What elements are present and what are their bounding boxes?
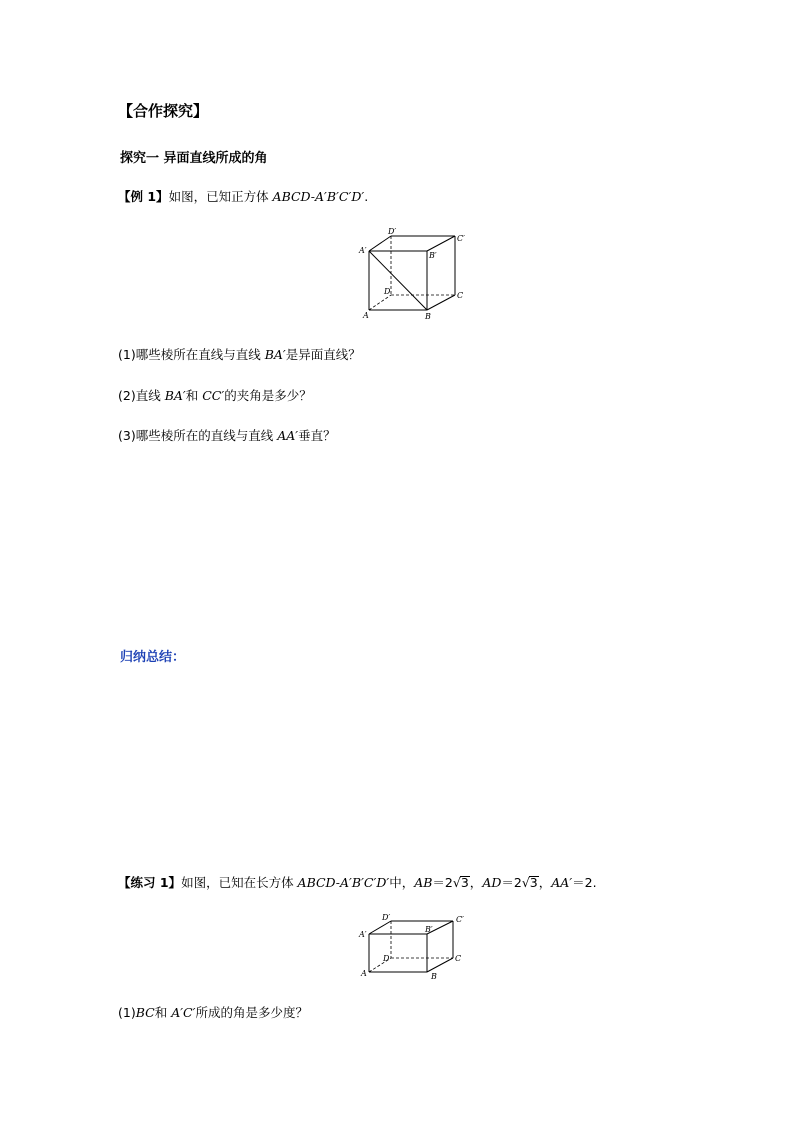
q1-prefix: (1)哪些棱所在直线与直线 xyxy=(118,347,265,362)
edge-ap-dp xyxy=(369,236,391,251)
ex1-ab: AB xyxy=(414,875,433,890)
label-cp: C′ xyxy=(457,234,465,243)
example1-text-end: . xyxy=(364,189,369,204)
exercise1-tag: 【练习 1】 xyxy=(118,875,182,890)
q3-suffix: 垂直？ xyxy=(298,428,336,443)
exercise1-q1 xyxy=(118,1003,308,1021)
box-edge-b-c xyxy=(427,958,453,972)
label-dp: D′ xyxy=(388,227,397,236)
example1-solid-name: ABCD-A′B′C′D′ xyxy=(272,189,365,204)
ex1-q1-mid: 和 xyxy=(154,1005,172,1020)
example1-q1 xyxy=(118,345,361,363)
sqrt-sign-2: √ xyxy=(521,875,530,890)
example1-q3 xyxy=(118,426,336,444)
box-label-ap: A′ xyxy=(359,930,367,939)
example1-q2 xyxy=(118,386,312,404)
q2-prefix: (2)直线 xyxy=(118,388,165,403)
ex1-eq2: ＝2 xyxy=(501,875,522,890)
sqrt-sign-1: √ xyxy=(452,875,461,890)
ex1-eq3: ＝2. xyxy=(572,875,597,890)
q3-var: AA′ xyxy=(277,428,299,443)
hidden-edge-a-d xyxy=(369,295,391,310)
ex1-ad: AD xyxy=(482,875,502,890)
q1-suffix: 是异面直线？ xyxy=(285,347,361,362)
ex1-comma2: ， xyxy=(538,875,552,890)
ex1-q1-var1: BC xyxy=(135,1005,155,1020)
q2-suffix: 的夹角是多少？ xyxy=(224,388,312,403)
box-edge-ap-dp xyxy=(369,921,391,934)
ex1-comma1: ， xyxy=(469,875,483,890)
ex1-aap: AA′ xyxy=(551,875,573,890)
ex1-q1-suffix: 所成的角是多少度？ xyxy=(195,1005,308,1020)
example1-text: 如图，已知正方体 xyxy=(168,189,273,204)
ex1-solid-name: ABCD-A′B′C′D′ xyxy=(297,875,390,890)
box-label-dp: D′ xyxy=(382,913,391,922)
box-label-b: B xyxy=(431,972,437,981)
label-b: B xyxy=(425,312,431,321)
ex1-mid: 中， xyxy=(389,875,415,890)
summary-label: 归纳总结： xyxy=(120,650,186,665)
edge-bp-cp xyxy=(427,236,455,251)
label-c: C xyxy=(457,291,464,300)
box-label-a: A xyxy=(361,969,367,978)
diagonal-ap-b xyxy=(369,251,427,310)
box-label-c: C xyxy=(455,954,462,963)
exercise1-statement xyxy=(118,873,597,891)
example1-tag: 【例 1】 xyxy=(118,189,169,204)
box-label-bp: B′ xyxy=(425,925,433,934)
section-title: 【合作探究】 xyxy=(118,102,209,120)
ex1-q1-prefix: (1) xyxy=(118,1005,136,1020)
q2-var2: CC′ xyxy=(202,388,225,403)
q2-mid: 和 xyxy=(185,388,203,403)
ex1-eq1: ＝2 xyxy=(432,875,453,890)
box-label-cp: C′ xyxy=(456,915,464,924)
box-figure xyxy=(355,910,475,982)
inquiry1-title: 探究一 异面直线所成的角 xyxy=(120,151,268,166)
label-a: A xyxy=(363,311,369,320)
label-d: D xyxy=(384,287,391,296)
q3-prefix: (3)哪些棱所在的直线与直线 xyxy=(118,428,278,443)
label-bp: B′ xyxy=(429,251,437,260)
cube-figure xyxy=(355,225,475,321)
example1-statement xyxy=(118,187,368,205)
edge-b-c xyxy=(427,295,455,310)
box-label-d: D xyxy=(383,954,390,963)
ex1-text: 如图，已知在长方体 xyxy=(181,875,298,890)
q2-var1: BA′ xyxy=(164,388,186,403)
ex1-sqrt2: 3 xyxy=(529,875,538,890)
ex1-q1-var2: A′C′ xyxy=(171,1005,196,1020)
ex1-sqrt1: 3 xyxy=(460,875,469,890)
label-ap: A′ xyxy=(359,246,367,255)
q1-var: BA′ xyxy=(264,347,286,362)
